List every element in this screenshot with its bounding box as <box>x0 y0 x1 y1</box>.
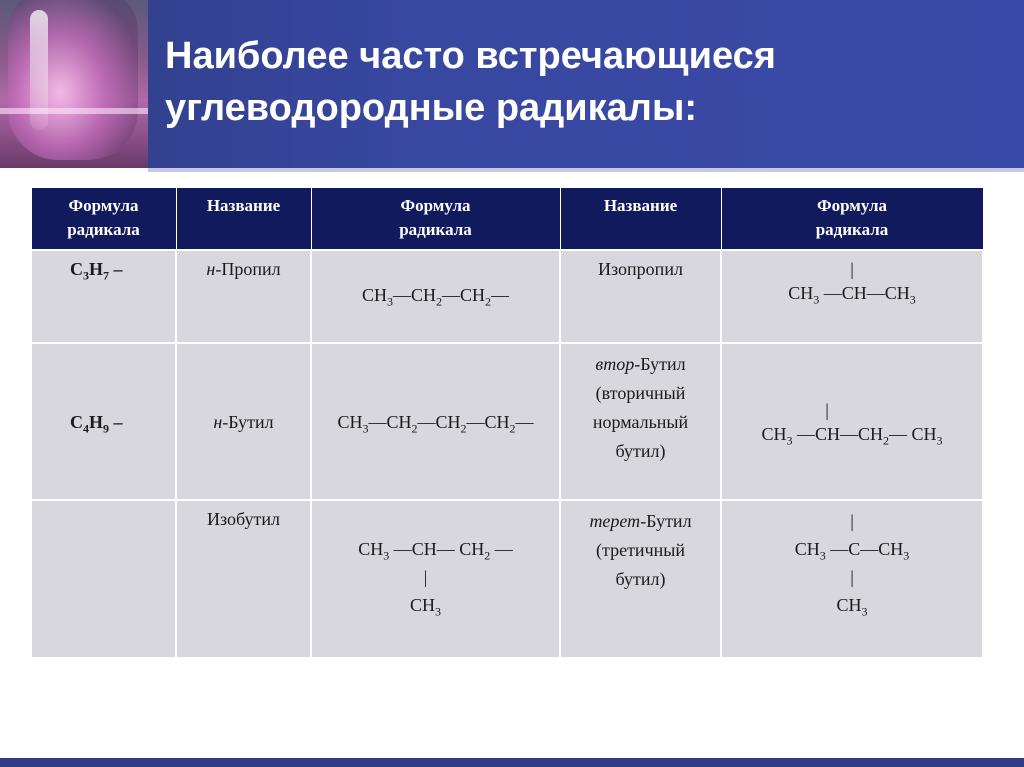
title-line-1: Наиболее часто встречающиеся <box>165 35 776 77</box>
name-sec-butyl: втор-Бутил (вторичный нормальный бутил) <box>560 343 721 500</box>
name-n-propyl: н-Пропил <box>176 250 311 343</box>
title-line-2: углеводородные радикалы: <box>165 87 698 129</box>
slide-title <box>165 30 1005 134</box>
liquid-level <box>0 108 148 114</box>
name-n-butyl: н-Бутил <box>176 343 311 500</box>
header-name-1: Название <box>176 188 311 251</box>
table-header-row <box>31 188 983 251</box>
flask-glare <box>30 10 48 130</box>
header-formula-1: Формула радикала <box>31 188 176 251</box>
table-row <box>31 343 983 500</box>
formula-n-butyl: $CH_3—CH_2—CH_2—CH_2—$ <box>311 343 560 500</box>
formula-sec-butyl: | $CH_3$ $—CH—CH_2—$ $CH_3$ <box>721 343 983 500</box>
group-formula-c3h7: $C_3H_7$ – <box>31 250 176 343</box>
formula-isopropyl: | $CH_3$ $—CH—CH_3$ <box>721 250 983 343</box>
formula-n-propyl: $CH_3—CH_2—CH_2—$ <box>311 250 560 343</box>
formula-isobutyl: $CH_3$ —CH— $CH_2$ — | $CH_3$ <box>311 500 560 658</box>
header-formula-3: Формула радикала <box>721 188 983 251</box>
name-tert-butyl: терет-Бутил (третичный бутил) <box>560 500 721 658</box>
header-name-2: Название <box>560 188 721 251</box>
name-isobutyl: Изобутил <box>176 500 311 658</box>
table-row <box>31 500 983 658</box>
name-isopropyl: Изопропил <box>560 250 721 343</box>
group-formula-empty <box>31 500 176 658</box>
footer-bar <box>0 758 1024 767</box>
table-row <box>31 250 983 343</box>
formula-tert-butyl: | $CH_3$ $—C—CH_3$ | $CH_3$ <box>721 500 983 658</box>
header-formula-2: Формула радикала <box>311 188 560 251</box>
flask-glass <box>8 0 138 160</box>
group-formula-c4h9: $C_4H_9$ – <box>31 343 176 500</box>
flask-photo <box>0 0 148 168</box>
radicals-table <box>30 187 984 659</box>
header-divider <box>148 168 1024 172</box>
